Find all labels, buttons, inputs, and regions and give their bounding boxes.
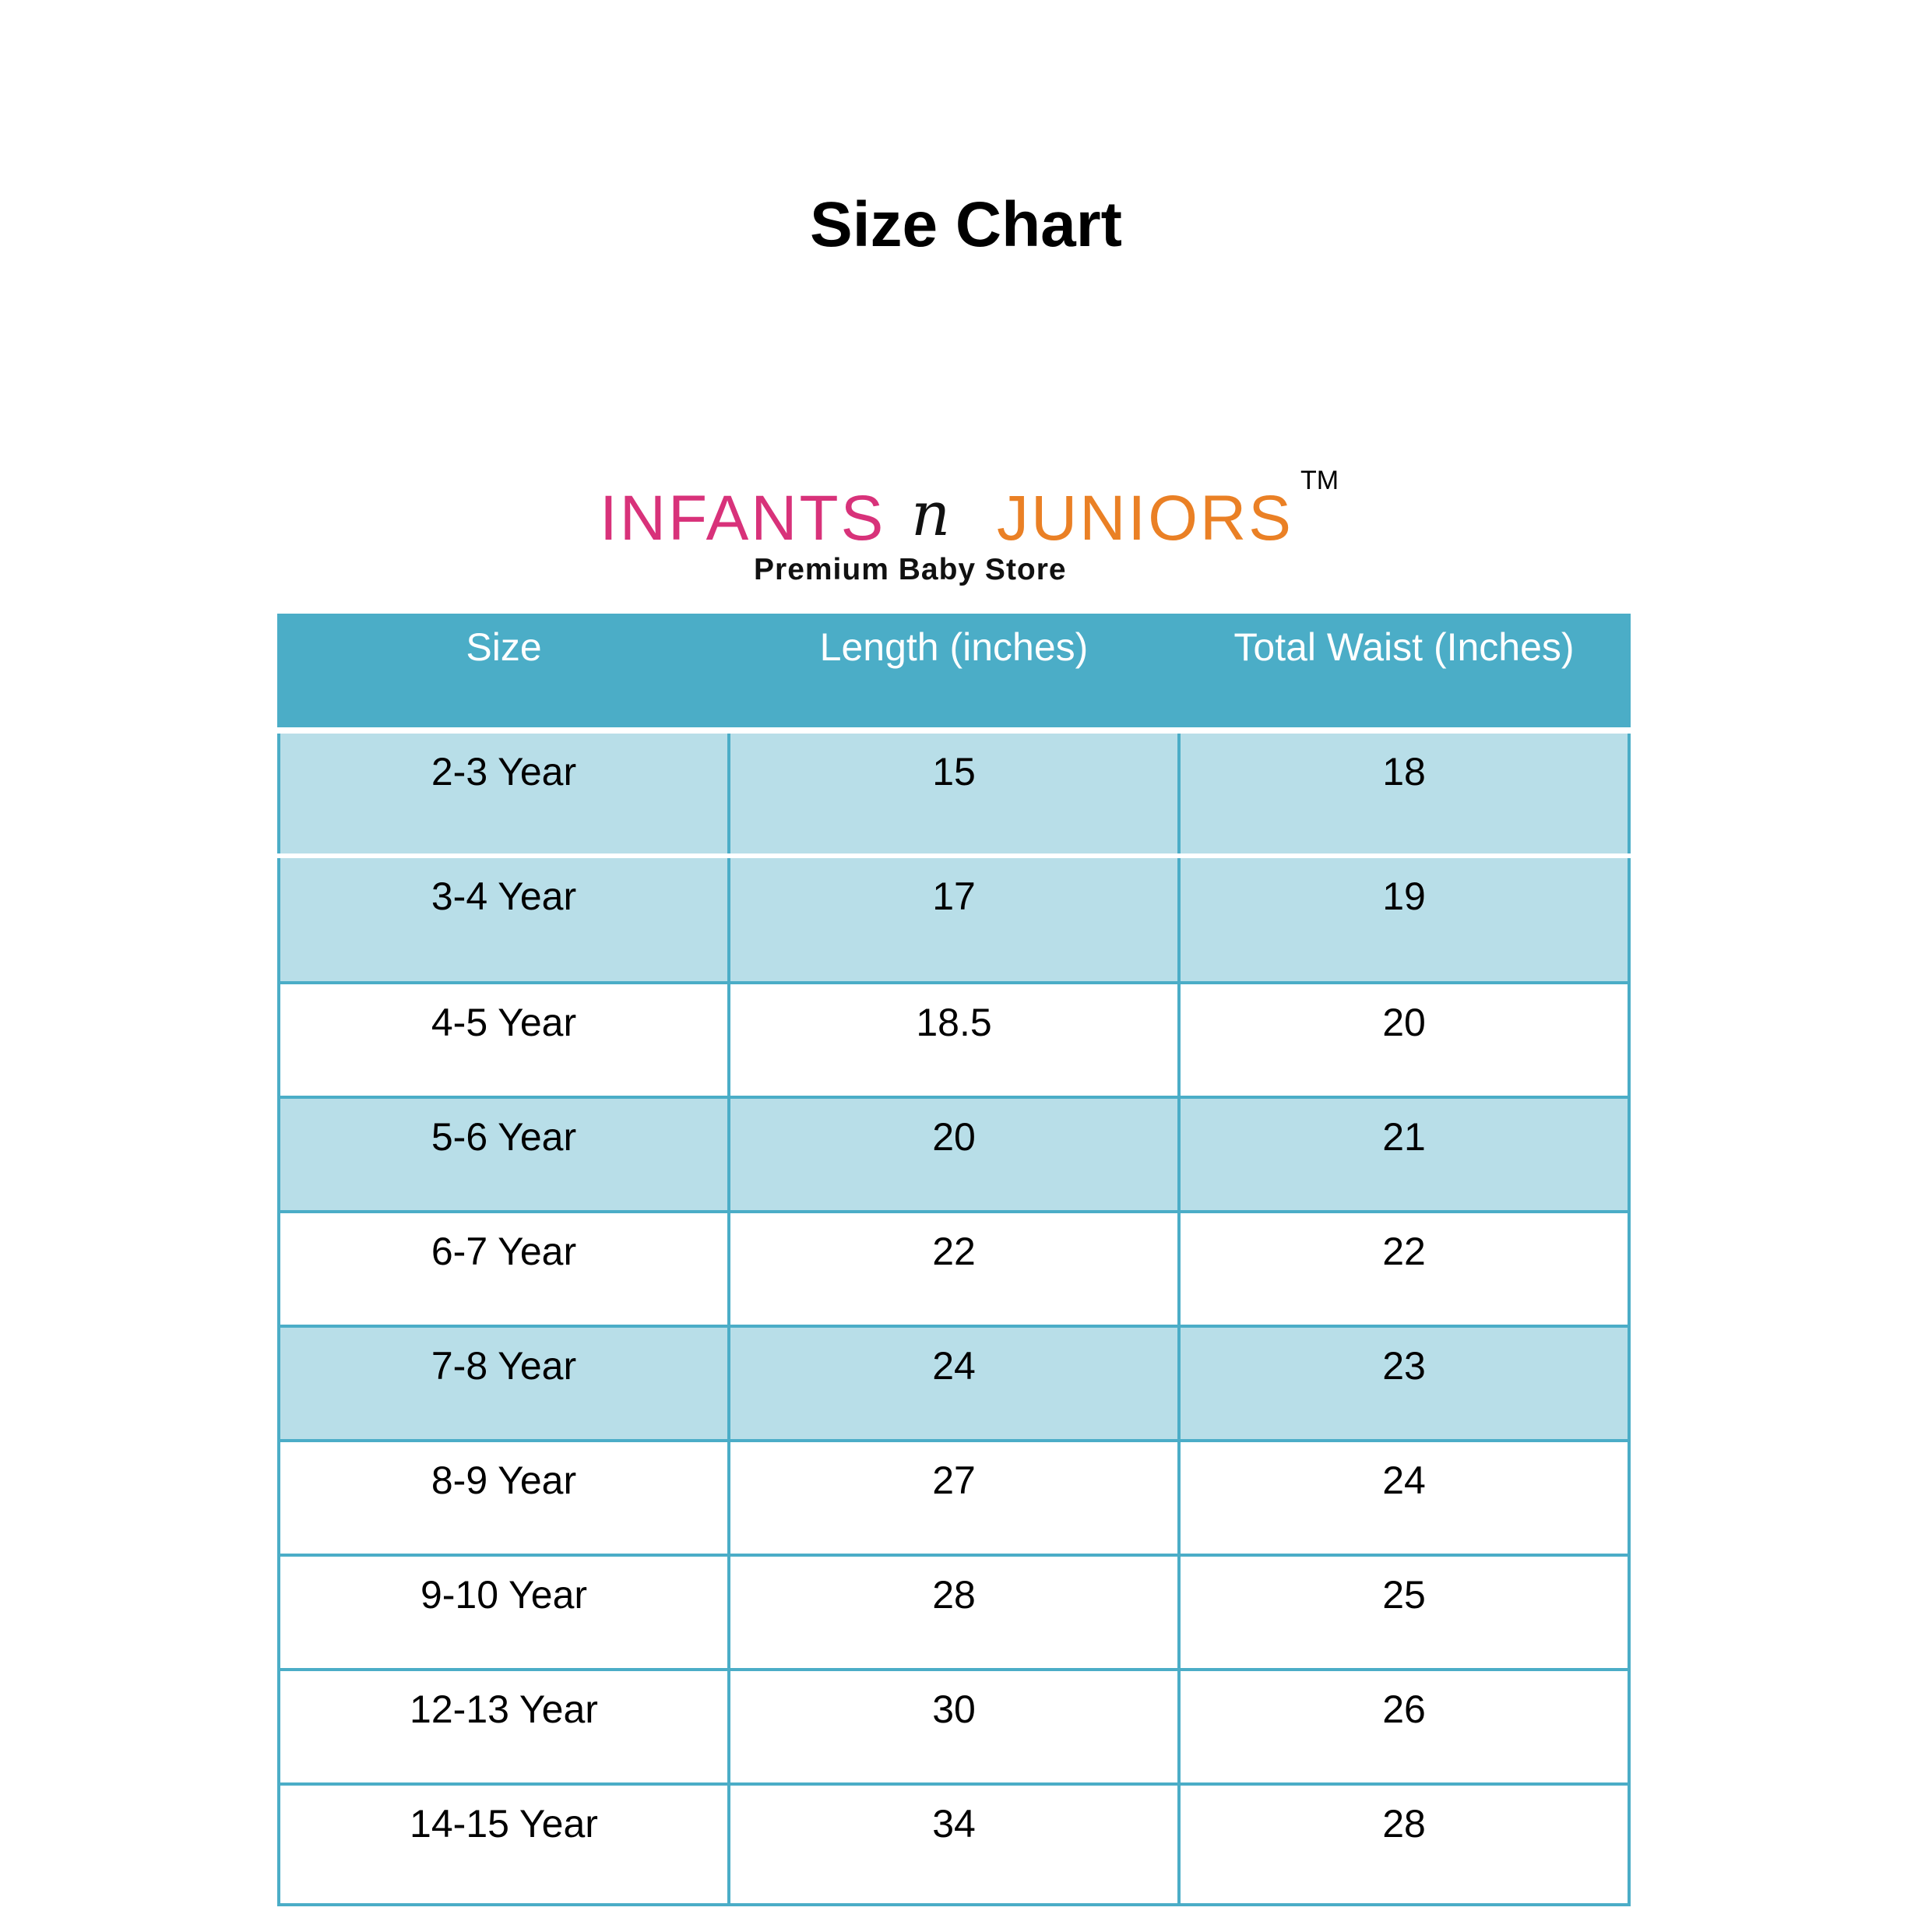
size-chart-table [277,614,1631,1906]
size-cell: 4-5 Year [279,983,729,1097]
table-row [279,1097,1629,1212]
table-row [279,730,1629,856]
waist-cell: 25 [1179,1555,1629,1670]
size-cell: 6-7 Year [279,1212,729,1326]
table-row [279,1212,1629,1326]
logo-juniors-text: JUNIORS [997,483,1293,554]
size-cell: 7-8 Year [279,1326,729,1441]
length-cell: 27 [729,1441,1179,1555]
length-cell: 34 [729,1784,1179,1905]
logo-tagline: Premium Baby Store [754,553,1067,586]
waist-cell: 22 [1179,1212,1629,1326]
logo-infants-text: INFANTS [600,483,886,554]
length-cell: 22 [729,1212,1179,1326]
table-header-row [279,615,1629,730]
column-header-length: Length (inches) [729,615,1179,730]
length-cell: 15 [729,730,1179,856]
column-header-size: Size [279,615,729,730]
size-cell: 12-13 Year [279,1670,729,1784]
size-cell: 8-9 Year [279,1441,729,1555]
table-row [279,856,1629,983]
table-row [279,1670,1629,1784]
waist-cell: 26 [1179,1670,1629,1784]
length-cell: 18.5 [729,983,1179,1097]
logo-connector-text: n [911,480,951,550]
waist-cell: 20 [1179,983,1629,1097]
brand-logo [592,467,1355,592]
size-cell: 2-3 Year [279,730,729,856]
size-cell: 5-6 Year [279,1097,729,1212]
size-cell: 3-4 Year [279,856,729,983]
waist-cell: 18 [1179,730,1629,856]
waist-cell: 23 [1179,1326,1629,1441]
waist-cell: 21 [1179,1097,1629,1212]
waist-cell: 28 [1179,1784,1629,1905]
size-cell: 14-15 Year [279,1784,729,1905]
size-cell: 9-10 Year [279,1555,729,1670]
length-cell: 30 [729,1670,1179,1784]
column-header-waist: Total Waist (Inches) [1179,615,1629,730]
table-row [279,983,1629,1097]
page-title: Size Chart [810,189,1122,260]
length-cell: 20 [729,1097,1179,1212]
waist-cell: 24 [1179,1441,1629,1555]
logo-trademark: TM [1300,466,1339,495]
table-row [279,1784,1629,1905]
table-row [279,1555,1629,1670]
length-cell: 28 [729,1555,1179,1670]
waist-cell: 19 [1179,856,1629,983]
length-cell: 17 [729,856,1179,983]
length-cell: 24 [729,1326,1179,1441]
table-row [279,1326,1629,1441]
table-row [279,1441,1629,1555]
